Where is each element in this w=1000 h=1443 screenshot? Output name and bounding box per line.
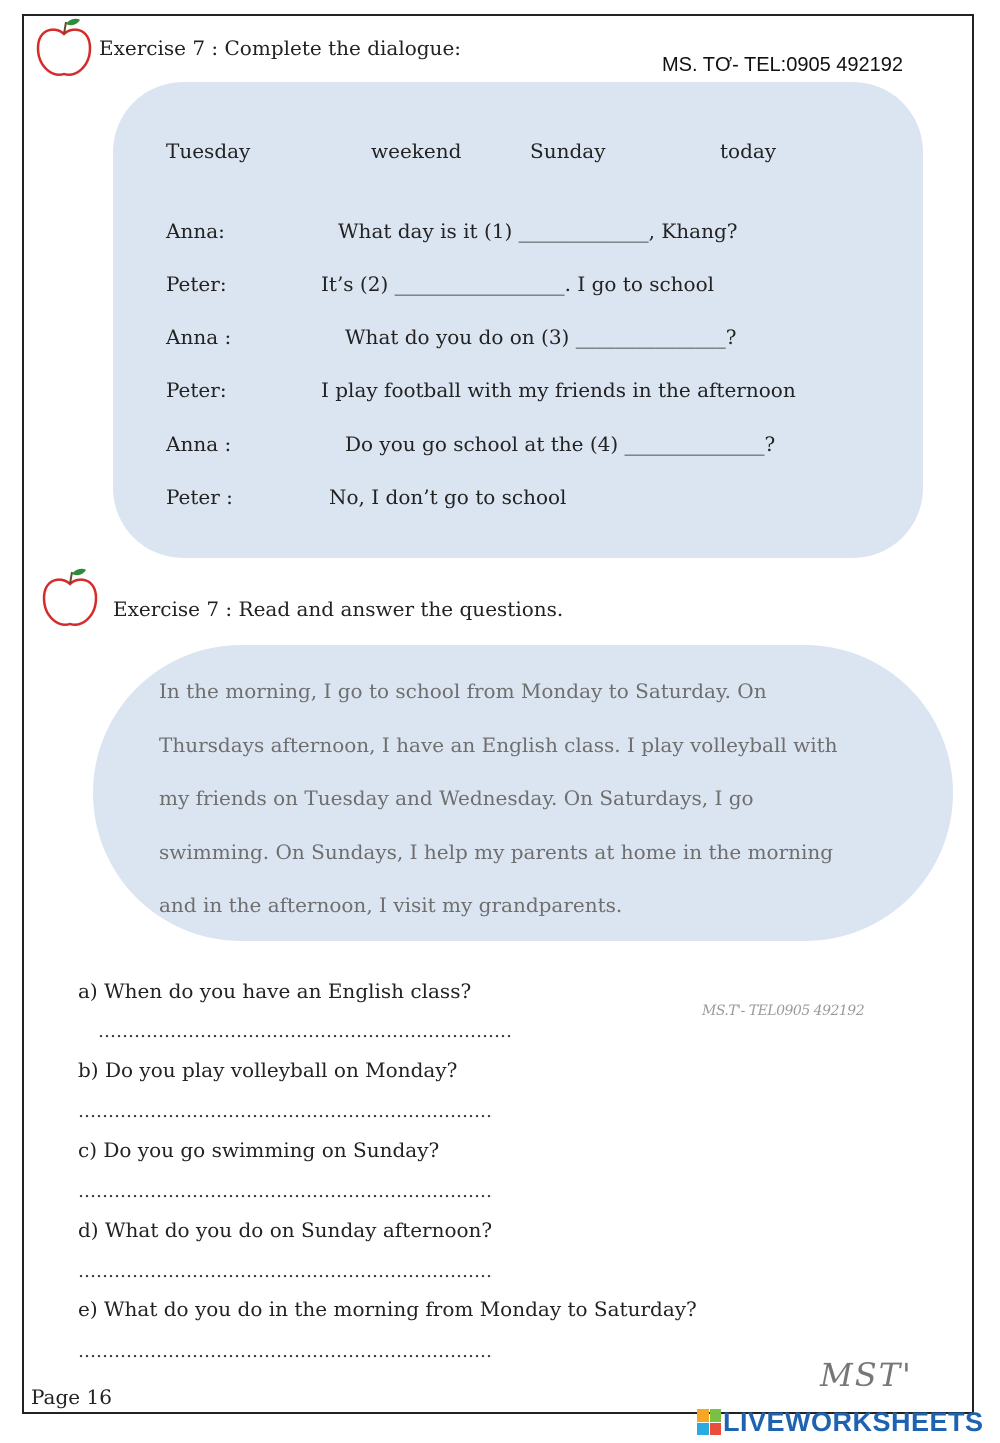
passage-line: swimming. On Sundays, I help my parents at home in the morning	[159, 840, 834, 864]
question-text: b) Do you play volleyball on Monday?	[78, 1058, 458, 1082]
word-option: Tuesday	[166, 139, 251, 163]
answer-line[interactable]: ……………………………………………………………	[78, 1181, 492, 1202]
watermark-text: MS.T'- TEL0905 492192	[702, 1003, 865, 1019]
passage-line: In the morning, I go to school from Monday to Saturday. On	[159, 679, 767, 703]
dialogue-line: What do you do on (3) _______________?	[345, 325, 737, 349]
dialogue-speaker: Peter:	[166, 272, 227, 296]
question-text: a) When do you have an English class?	[78, 979, 472, 1003]
dialogue-line: It’s (2) _________________. I go to school	[321, 272, 715, 296]
signature: MST'	[820, 1356, 913, 1394]
answer-line[interactable]: ……………………………………………………………	[78, 1261, 492, 1282]
word-option: today	[720, 139, 777, 163]
exercise-2-title: Exercise 7 : Read and answer the questions.	[113, 597, 564, 621]
dialogue-line: No, I don’t go to school	[329, 485, 567, 509]
page-number: Page 16	[31, 1385, 112, 1409]
answer-line[interactable]: ……………………………………………………………	[78, 1341, 492, 1362]
word-option: Sunday	[530, 139, 606, 163]
liveworksheets-logo[interactable]	[697, 1405, 984, 1439]
dialogue-speaker: Peter:	[166, 378, 227, 402]
dialogue-line: I play football with my friends in the afternoon	[321, 378, 796, 402]
dialogue-speaker: Anna:	[166, 219, 225, 243]
dialogue-speaker: Anna :	[166, 432, 232, 456]
contact-info: MS. TƠ- TEL:0905 492192	[662, 54, 903, 76]
answer-line[interactable]: ……………………………………………………………	[78, 1101, 492, 1122]
dialogue-line: What day is it (1) _____________, Khang?	[338, 219, 738, 243]
passage-line: my friends on Tuesday and Wednesday. On Saturdays, I go	[159, 786, 754, 810]
answer-line[interactable]: ……………………………………………………………	[98, 1021, 512, 1042]
apple-icon	[34, 16, 94, 80]
liveworksheets-logo-text: LIVEWORKSHEETS	[723, 1406, 984, 1437]
exercise-1-title: Exercise 7 : Complete the dialogue:	[99, 36, 462, 60]
passage-line: and in the afternoon, I visit my grandparents.	[159, 893, 623, 917]
question-text: d) What do you do on Sunday afternoon?	[78, 1218, 493, 1242]
question-text: e) What do you do in the morning from Monday to Saturday?	[78, 1297, 697, 1321]
dialogue-speaker: Peter :	[166, 485, 233, 509]
passage-line: Thursdays afternoon, I have an English class. I play volleyball with	[159, 733, 838, 757]
question-text: c) Do you go swimming on Sunday?	[78, 1138, 440, 1162]
dialogue-line: Do you go school at the (4) ______________?	[345, 432, 776, 456]
apple-icon	[40, 566, 100, 630]
liveworksheets-logo-icon	[697, 1409, 721, 1435]
word-option: weekend	[371, 139, 462, 163]
dialogue-speaker: Anna :	[166, 325, 232, 349]
